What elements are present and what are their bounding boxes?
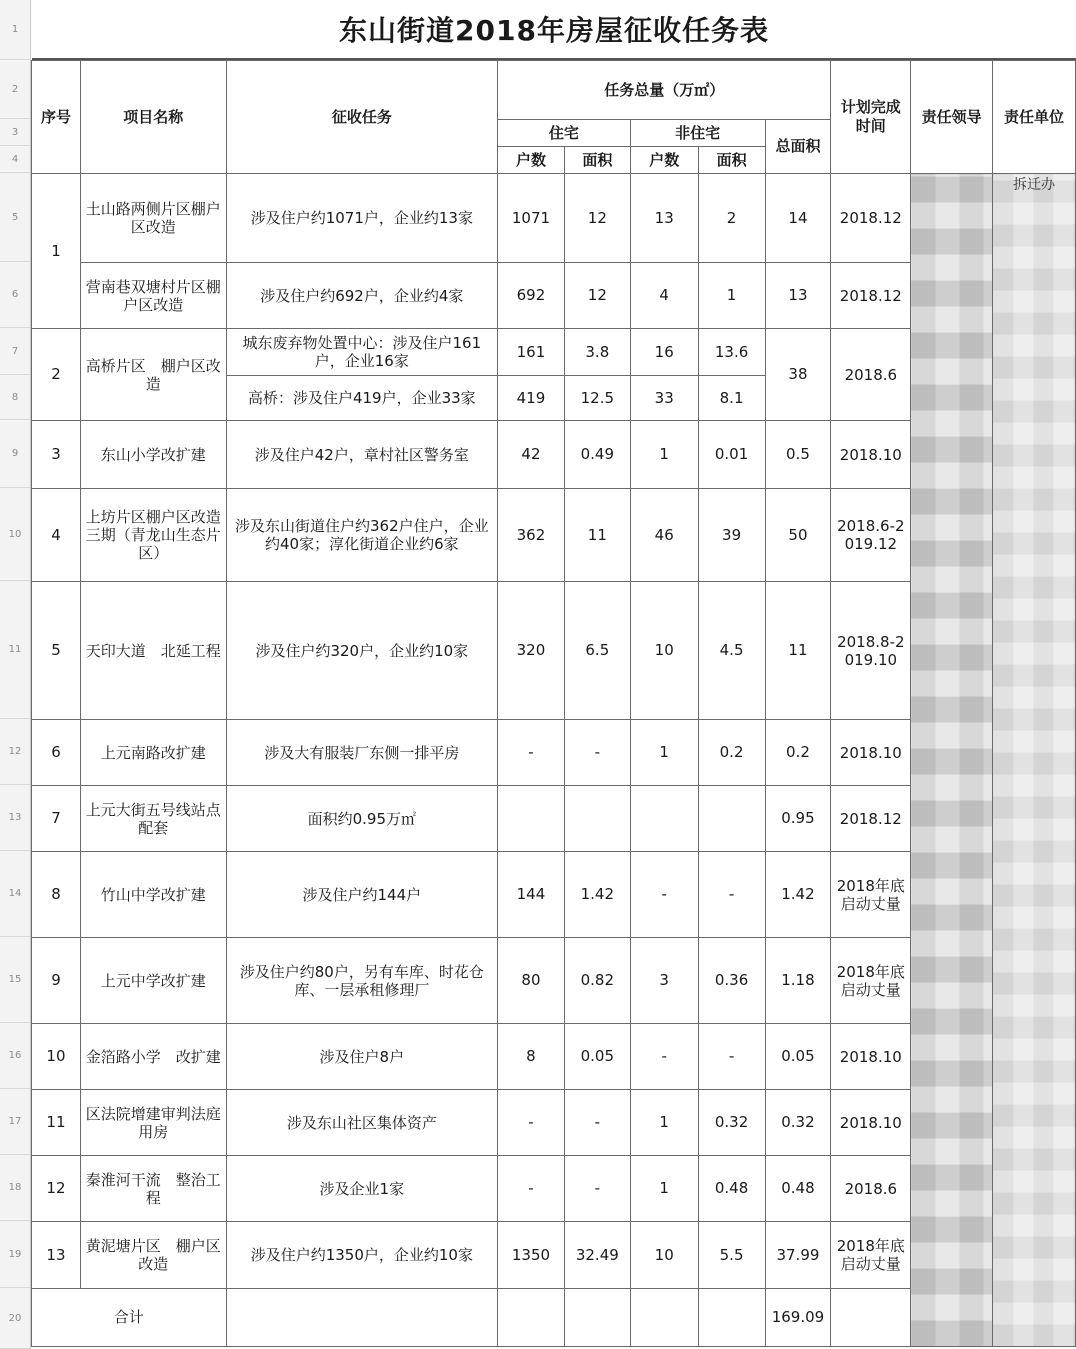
leader-redacted-column: [911, 174, 993, 1347]
header-non-households: 户数: [630, 147, 698, 174]
cell-plan-time: 2018年底启动丈量: [831, 938, 911, 1024]
cell-non-area: 5.5: [698, 1222, 765, 1289]
cell-res-area: 12.5: [564, 376, 630, 421]
table-row: [32, 174, 1076, 263]
cell-res-households: -: [498, 720, 565, 786]
cell-res-area: -: [564, 1156, 630, 1222]
cell-plan-time: 2018.12: [831, 786, 911, 852]
cell-non-households: 10: [630, 582, 698, 720]
row-number: 14: [0, 851, 30, 937]
cell-non-households: 13: [630, 174, 698, 263]
cell-non-area: 0.01: [698, 421, 765, 489]
cell-res-households: 144: [498, 852, 565, 938]
cell-res-households: 42: [498, 421, 565, 489]
empty-cell: [630, 1289, 698, 1347]
sheet-title: 东山街道2018年房屋征收任务表: [32, 0, 1076, 60]
cell-plan-time: 2018年底启动丈量: [831, 852, 911, 938]
cell-plan-time: 2018.10: [831, 1090, 911, 1156]
cell-seq: 10: [32, 1024, 81, 1090]
cell-res-area: [564, 786, 630, 852]
cell-task: 涉及住户约144户: [226, 852, 497, 938]
row-number: 5: [0, 173, 30, 262]
cell-plan-time: 2018.10: [831, 421, 911, 489]
cell-res-households: 419: [498, 376, 565, 421]
cell-res-area: 0.82: [564, 938, 630, 1024]
cell-total-area: 0.5: [765, 421, 831, 489]
row-number: 1: [0, 0, 30, 60]
header-total-area: 总面积: [765, 120, 831, 174]
row-number: 17: [0, 1089, 30, 1155]
cell-plan-time: 2018.12: [831, 174, 911, 263]
cell-project: 东山小学改扩建: [80, 421, 226, 489]
cell-project: 上元大街五号线站点配套: [80, 786, 226, 852]
row-number: 15: [0, 937, 30, 1023]
unit-redacted-column: [993, 174, 1076, 1347]
cell-project: 土山路两侧片区棚户区改造: [80, 174, 226, 263]
cell-project: 黄泥塘片区 棚户区改造: [80, 1222, 226, 1289]
cell-seq: 4: [32, 489, 81, 582]
cell-task: 高桥：涉及住户419户，企业33家: [226, 376, 497, 421]
cell-task: 涉及住户约80户，另有车库、时花仓库、一层承租修理厂: [226, 938, 497, 1024]
cell-project: 区法院增建审判法庭用房: [80, 1090, 226, 1156]
cell-task: 涉及住户约692户，企业约4家: [226, 263, 497, 329]
row-number: 7: [0, 328, 30, 375]
header-seq: 序号: [32, 61, 81, 174]
cell-non-households: 33: [630, 376, 698, 421]
row-number: 2: [0, 60, 30, 119]
header-leader: 责任领导: [911, 61, 993, 174]
header-non-area: 面积: [698, 147, 765, 174]
cell-seq: 3: [32, 421, 81, 489]
cell-plan-time: 2018.12: [831, 263, 911, 329]
cell-total-area: 0.32: [765, 1090, 831, 1156]
cell-non-households: 46: [630, 489, 698, 582]
cell-non-households: 10: [630, 1222, 698, 1289]
cell-total-area: 0.48: [765, 1156, 831, 1222]
cell-total-area: 14: [765, 174, 831, 263]
row-number: 9: [0, 420, 30, 488]
cell-seq: 9: [32, 938, 81, 1024]
cell-total-area: 0.05: [765, 1024, 831, 1090]
cell-project: 天印大道 北延工程: [80, 582, 226, 720]
cell-non-households: 1: [630, 421, 698, 489]
cell-plan-time: 2018.6: [831, 1156, 911, 1222]
cell-project: 上坊片区棚户区改造三期（青龙山生态片区）: [80, 489, 226, 582]
unit-partial-text: 拆迁办: [1013, 177, 1056, 193]
row-number: 18: [0, 1155, 30, 1221]
cell-non-area: 4.5: [698, 582, 765, 720]
cell-res-households: -: [498, 1090, 565, 1156]
cell-non-households: -: [630, 1024, 698, 1090]
cell-non-area: 8.1: [698, 376, 765, 421]
row-number: 6: [0, 262, 30, 328]
cell-task: 涉及住户约1071户，企业约13家: [226, 174, 497, 263]
cell-seq: 7: [32, 786, 81, 852]
cell-project: 金箔路小学 改扩建: [80, 1024, 226, 1090]
cell-res-households: -: [498, 1156, 565, 1222]
cell-total-area: 13: [765, 263, 831, 329]
cell-plan-time: 2018.10: [831, 720, 911, 786]
cell-plan-time: 2018.10: [831, 1024, 911, 1090]
row-number: 8: [0, 375, 30, 420]
row-number: 4: [0, 146, 30, 173]
header-res-households: 户数: [498, 147, 565, 174]
header-row-1: [32, 61, 1076, 120]
cell-seq: 8: [32, 852, 81, 938]
header-residential: 住宅: [498, 120, 631, 147]
cell-seq: 6: [32, 720, 81, 786]
cell-task: 涉及东山社区集体资产: [226, 1090, 497, 1156]
header-non-residential: 非住宅: [630, 120, 765, 147]
cell-seq: 11: [32, 1090, 81, 1156]
cell-res-households: [498, 786, 565, 852]
total-label: 合计: [32, 1289, 227, 1347]
empty-cell: [831, 1289, 911, 1347]
cell-project: 上元南路改扩建: [80, 720, 226, 786]
row-number: 3: [0, 119, 30, 146]
cell-total-area: 0.2: [765, 720, 831, 786]
header-res-area: 面积: [564, 147, 630, 174]
cell-total-area: 1.18: [765, 938, 831, 1024]
row-number: 19: [0, 1221, 30, 1288]
cell-task: 涉及住户42户，章村社区警务室: [226, 421, 497, 489]
cell-non-area: 0.2: [698, 720, 765, 786]
cell-seq: 13: [32, 1222, 81, 1289]
header-task: 征收任务: [226, 61, 497, 174]
header-plan-time: 计划完成时间: [831, 61, 911, 174]
cell-res-households: 692: [498, 263, 565, 329]
cell-non-households: [630, 786, 698, 852]
header-unit: 责任单位: [993, 61, 1076, 174]
cell-res-area: 3.8: [564, 329, 630, 376]
cell-non-area: 2: [698, 174, 765, 263]
cell-non-area: [698, 786, 765, 852]
cell-project: 营南巷双塘村片区棚户区改造: [80, 263, 226, 329]
cell-task: 涉及企业1家: [226, 1156, 497, 1222]
cell-project: 高桥片区 棚户区改造: [80, 329, 226, 421]
cell-res-area: 1.42: [564, 852, 630, 938]
cell-non-area: 39: [698, 489, 765, 582]
cell-non-area: 1: [698, 263, 765, 329]
cell-non-area: -: [698, 852, 765, 938]
cell-res-households: 1071: [498, 174, 565, 263]
cell-res-area: 12: [564, 174, 630, 263]
cell-task: 涉及住户约320户，企业约10家: [226, 582, 497, 720]
cell-project: 秦淮河干流 整治工程: [80, 1156, 226, 1222]
cell-project: 上元中学改扩建: [80, 938, 226, 1024]
cell-res-households: 161: [498, 329, 565, 376]
empty-cell: [564, 1289, 630, 1347]
row-number: 13: [0, 785, 30, 851]
cell-plan-time: 2018年底启动丈量: [831, 1222, 911, 1289]
cell-non-households: 1: [630, 720, 698, 786]
empty-cell: [226, 1289, 497, 1347]
cell-res-area: 12: [564, 263, 630, 329]
cell-res-area: 11: [564, 489, 630, 582]
cell-non-households: -: [630, 852, 698, 938]
cell-res-area: -: [564, 720, 630, 786]
cell-non-households: 4: [630, 263, 698, 329]
row-number: 11: [0, 581, 30, 719]
cell-project: 竹山中学改扩建: [80, 852, 226, 938]
cell-res-households: 320: [498, 582, 565, 720]
cell-seq: 5: [32, 582, 81, 720]
header-project: 项目名称: [80, 61, 226, 174]
cell-task: 面积约0.95万㎡: [226, 786, 497, 852]
cell-non-households: 16: [630, 329, 698, 376]
row-number: 12: [0, 719, 30, 785]
cell-total-area: 50: [765, 489, 831, 582]
cell-total-area: 1.42: [765, 852, 831, 938]
cell-seq: 12: [32, 1156, 81, 1222]
empty-cell: [698, 1289, 765, 1347]
cell-seq: 2: [32, 329, 81, 421]
cell-non-households: 3: [630, 938, 698, 1024]
expropriation-task-table: [31, 60, 1076, 1347]
cell-plan-time: 2018.6: [831, 329, 911, 421]
cell-total-area: 11: [765, 582, 831, 720]
cell-task: 城东废弃物处置中心：涉及住户161户，企业16家: [226, 329, 497, 376]
cell-total-area: 38: [765, 329, 831, 421]
row-number: 10: [0, 488, 30, 581]
cell-non-area: 0.48: [698, 1156, 765, 1222]
grand-total-area: 169.09: [765, 1289, 831, 1347]
row-number: 16: [0, 1023, 30, 1089]
cell-non-area: 0.32: [698, 1090, 765, 1156]
empty-cell: [498, 1289, 565, 1347]
cell-res-area: 32.49: [564, 1222, 630, 1289]
cell-res-households: 362: [498, 489, 565, 582]
header-total-group: 任务总量（万㎡）: [498, 61, 831, 120]
cell-task: 涉及大有服装厂东侧一排平房: [226, 720, 497, 786]
cell-task: 涉及东山街道住户约362户住户，企业约40家；淳化街道企业约6家: [226, 489, 497, 582]
cell-res-households: 1350: [498, 1222, 565, 1289]
row-number: 20: [0, 1288, 30, 1349]
cell-res-area: -: [564, 1090, 630, 1156]
cell-res-area: 0.49: [564, 421, 630, 489]
cell-non-households: 1: [630, 1156, 698, 1222]
cell-non-area: 13.6: [698, 329, 765, 376]
cell-non-area: 0.36: [698, 938, 765, 1024]
cell-res-households: 8: [498, 1024, 565, 1090]
cell-res-households: 80: [498, 938, 565, 1024]
cell-total-area: 0.95: [765, 786, 831, 852]
cell-task: 涉及住户约1350户，企业约10家: [226, 1222, 497, 1289]
cell-non-area: -: [698, 1024, 765, 1090]
cell-plan-time: 2018.6-2019.12: [831, 489, 911, 582]
cell-total-area: 37.99: [765, 1222, 831, 1289]
cell-task: 涉及住户8户: [226, 1024, 497, 1090]
cell-non-households: 1: [630, 1090, 698, 1156]
cell-res-area: 6.5: [564, 582, 630, 720]
cell-seq: 1: [32, 174, 81, 329]
cell-res-area: 0.05: [564, 1024, 630, 1090]
cell-plan-time: 2018.8-2019.10: [831, 582, 911, 720]
